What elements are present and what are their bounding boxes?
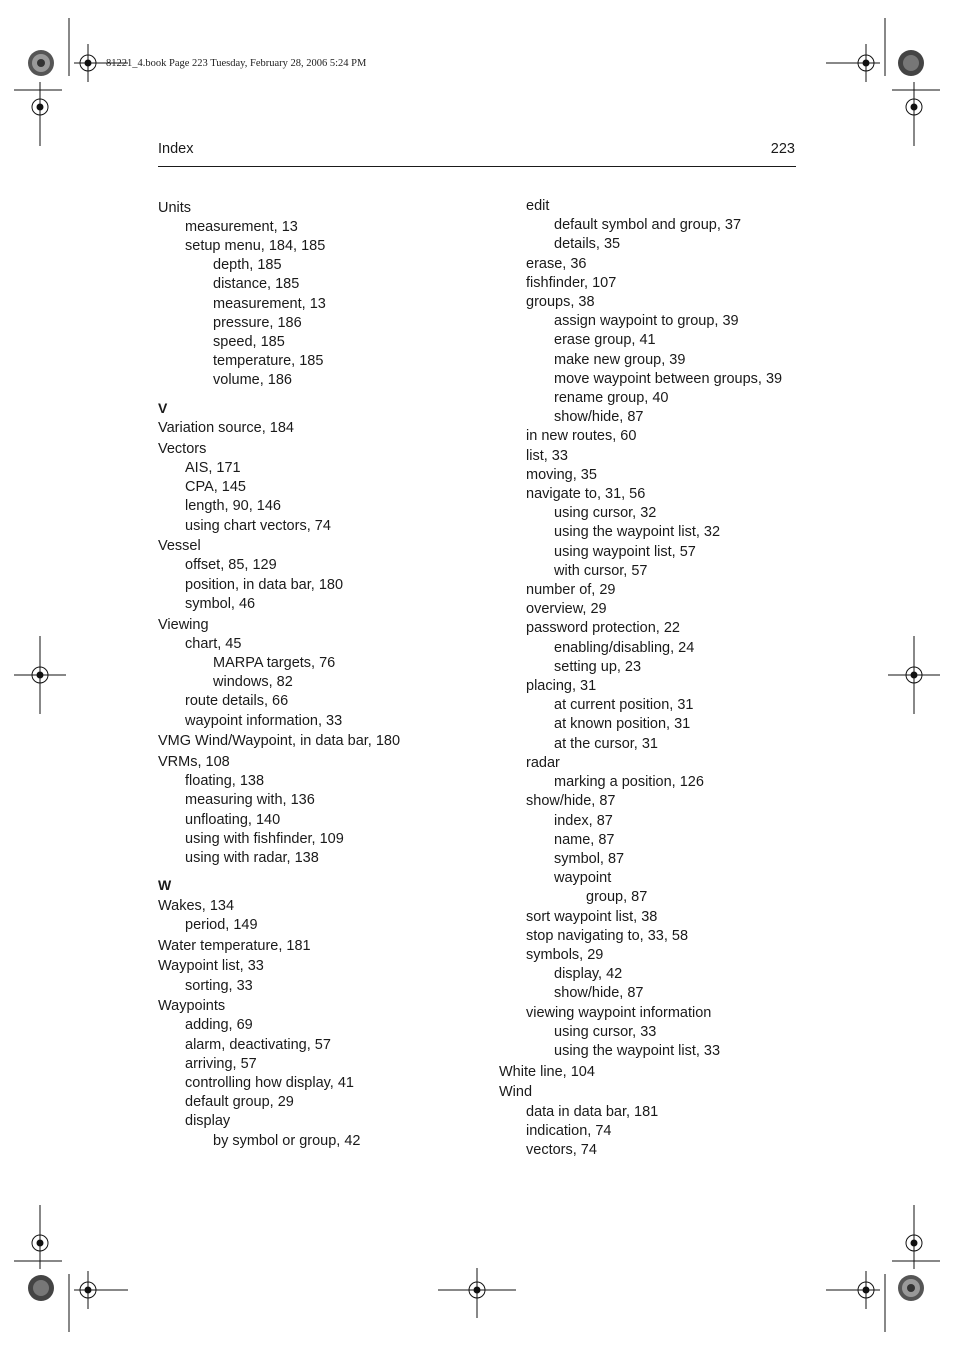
index-entry: measurement, 13 (213, 295, 326, 312)
index-letter-heading: V (158, 399, 168, 416)
index-entry: AIS, 171 (185, 459, 241, 476)
index-entry: moving, 35 (526, 466, 597, 483)
index-entry: unfloating, 140 (185, 811, 281, 828)
index-entry: VMG Wind/Waypoint, in data bar, 180 (158, 733, 401, 750)
index-entry: waypoint information, 33 (185, 712, 343, 729)
index-entry: alarm, deactivating, 57 (185, 1036, 331, 1053)
index-entry: Water temperature, 181 (158, 937, 311, 954)
index-entry: using the waypoint list, 32 (554, 524, 721, 541)
print-slug: 81221_4.book Page 223 Tuesday, February 28, 2006 5:24 PM (106, 58, 367, 69)
index-entry: in new routes, 60 (526, 428, 637, 445)
index-entry: overview, 29 (526, 601, 607, 618)
index-entry: floating, 138 (185, 773, 265, 790)
index-entry: by symbol or group, 42 (213, 1132, 361, 1149)
index-entry: MARPA targets, 76 (213, 654, 336, 671)
index-entry: speed, 185 (213, 333, 285, 350)
index-entry: CPA, 145 (185, 479, 246, 496)
index-column-left (158, 197, 488, 1151)
index-entry: erase group, 41 (554, 332, 656, 349)
index-entry: windows, 82 (213, 674, 293, 691)
index-entry: marking a position, 126 (554, 774, 704, 791)
index-entry: Waypoint list, 33 (158, 958, 264, 975)
index-entry: volume, 186 (213, 372, 292, 389)
index-entry: show/hide, 87 (554, 985, 644, 1002)
index-entry: data in data bar, 181 (526, 1103, 659, 1120)
index-column-right (499, 197, 799, 1160)
index-entry: stop navigating to, 33, 58 (526, 927, 689, 944)
index-entry: indication, 74 (526, 1122, 612, 1139)
index-entry: index, 87 (554, 812, 613, 829)
index-entry: offset, 85, 129 (185, 557, 277, 574)
index-entry: using chart vectors, 74 (185, 517, 331, 534)
header-rule (158, 166, 796, 167)
index-entry: controlling how display, 41 (185, 1075, 354, 1092)
index-entry: groups, 38 (526, 294, 595, 311)
index-entry: pressure, 186 (213, 314, 302, 331)
index-entry: position, in data bar, 180 (185, 576, 344, 593)
index-entry: display, 42 (554, 966, 623, 983)
index-entry: VRMs, 108 (158, 753, 230, 770)
index-entry: adding, 69 (185, 1017, 253, 1034)
index-entry: show/hide, 87 (554, 409, 644, 426)
index-entry: waypoint (554, 870, 612, 887)
index-entry: group, 87 (586, 889, 648, 906)
index-entry: symbol, 87 (554, 850, 625, 867)
index-entry: setup menu, 184, 185 (185, 237, 326, 254)
index-entry: edit (526, 198, 550, 214)
index-entry: Vessel (158, 538, 201, 555)
index-entry: vectors, 74 (526, 1141, 597, 1158)
index-entry: show/hide, 87 (526, 793, 616, 810)
index-entry: name, 87 (554, 831, 615, 848)
index-letter-heading: W (158, 877, 172, 894)
index-entry: navigate to, 31, 56 (526, 486, 646, 503)
index-entry: chart, 45 (185, 635, 242, 652)
index-entry: temperature, 185 (213, 353, 324, 370)
index-entry: default symbol and group, 37 (554, 217, 742, 234)
index-entry: fishfinder, 107 (526, 274, 617, 291)
index-entry: using the waypoint list, 33 (554, 1042, 721, 1059)
index-entry: using with radar, 138 (185, 850, 319, 866)
index-entry: password protection, 22 (526, 620, 680, 637)
index-entry: Viewing (158, 616, 209, 633)
index-entry: Wind (499, 1084, 533, 1101)
index-entry: length, 90, 146 (185, 498, 281, 515)
index-entry: move waypoint between groups, 39 (554, 370, 783, 387)
index-entry: default group, 29 (185, 1094, 294, 1111)
index-entry: depth, 185 (213, 257, 282, 274)
index-entry: White line, 104 (499, 1063, 595, 1080)
index-entry: measurement, 13 (185, 218, 298, 235)
index-entry: rename group, 40 (554, 390, 669, 407)
index-entry: placing, 31 (526, 678, 597, 695)
index-entry: at the cursor, 31 (554, 735, 658, 752)
index-entry: setting up, 23 (554, 658, 642, 675)
index-entry: Units (158, 199, 192, 216)
index-entry: Wakes, 134 (158, 897, 235, 914)
index-entry: distance, 185 (213, 276, 300, 293)
index-entry: assign waypoint to group, 39 (554, 313, 739, 330)
index-entry: radar (526, 754, 560, 771)
index-entry: erase, 36 (526, 255, 587, 272)
index-entry: viewing waypoint information (526, 1004, 712, 1021)
index-entry: using cursor, 32 (554, 505, 657, 522)
index-entry: route details, 66 (185, 693, 289, 710)
index-entry: details, 35 (554, 236, 621, 253)
index-entry: display (185, 1113, 231, 1130)
index-entry: measuring with, 136 (185, 792, 315, 809)
index-entry: make new group, 39 (554, 351, 686, 368)
index-entry: using waypoint list, 57 (554, 543, 696, 560)
section-title: Index (158, 141, 194, 157)
index-entry: arriving, 57 (185, 1055, 257, 1072)
index-entry: using cursor, 33 (554, 1023, 657, 1040)
index-entry: list, 33 (526, 447, 568, 464)
index-entry: with cursor, 57 (554, 562, 648, 579)
page-number: 223 (770, 141, 795, 157)
index-entry: Waypoints (158, 998, 226, 1015)
index-entry: number of, 29 (526, 582, 616, 599)
index-entry: Variation source, 184 (158, 420, 294, 437)
index-entry: Vectors (158, 440, 207, 457)
index-entry: symbols, 29 (526, 946, 604, 963)
index-entry: period, 149 (185, 916, 258, 933)
index-entry: at current position, 31 (554, 697, 694, 714)
index-entry: using with fishfinder, 109 (185, 830, 344, 847)
index-entry: enabling/disabling, 24 (554, 639, 695, 656)
index-entry: sorting, 33 (185, 977, 253, 994)
index-entry: sort waypoint list, 38 (526, 908, 658, 925)
index-entry: symbol, 46 (185, 595, 256, 612)
index-entry: at known position, 31 (554, 716, 691, 733)
